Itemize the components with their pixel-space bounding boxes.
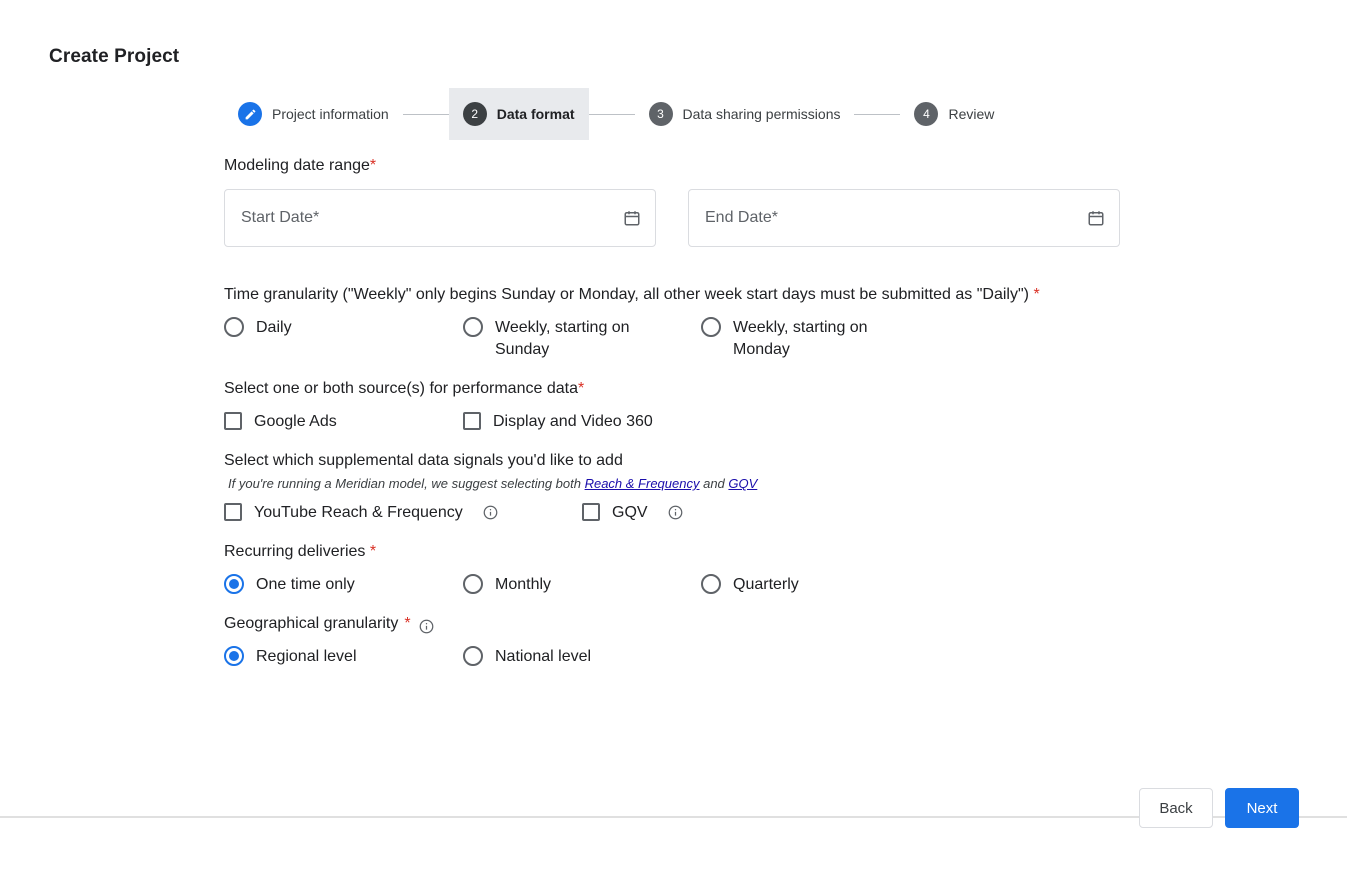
radio-icon-national-level[interactable] xyxy=(463,646,483,666)
time-granularity-label xyxy=(224,281,1124,308)
radio-icon-quarterly[interactable] xyxy=(701,574,721,594)
step-data-sharing-permissions[interactable] xyxy=(635,88,855,140)
time-granularity-option-sunday-wrap xyxy=(463,316,701,361)
step-connector-2 xyxy=(589,114,635,115)
checkbox-label-gqv: GQV xyxy=(612,504,648,522)
radio-option-one-time-only[interactable] xyxy=(224,573,463,596)
radio-label-regional-level: Regional level xyxy=(256,648,357,666)
geographical-granularity-section xyxy=(224,610,1294,668)
radio-option-regional-level[interactable] xyxy=(224,645,463,668)
checkbox-label-display-video-360: Display and Video 360 xyxy=(493,413,653,431)
geographical-granularity-text: Geographical granularity xyxy=(224,615,399,633)
radio-label-weekly-monday: Weekly, starting on Monday xyxy=(733,319,868,359)
geo-option-regional-wrap xyxy=(224,645,463,668)
modeling-date-range-label xyxy=(224,152,1294,179)
step-3-label: Data sharing permissions xyxy=(682,106,841,122)
end-date-input[interactable] xyxy=(688,189,1120,247)
radio-option-daily[interactable] xyxy=(224,316,463,339)
performance-sources-section xyxy=(224,375,1294,433)
performance-sources-required: * xyxy=(577,380,585,398)
footer-bar xyxy=(0,799,1347,869)
modeling-date-range-required: * xyxy=(369,157,377,174)
recurring-option-quarterly-wrap xyxy=(701,573,939,596)
radio-option-weekly-sunday[interactable] xyxy=(463,316,701,361)
time-granularity-section xyxy=(224,281,1294,361)
recurring-deliveries-required: * xyxy=(369,543,377,561)
recurring-deliveries-text: Recurring deliveries xyxy=(224,543,366,561)
geographical-granularity-options xyxy=(224,645,1294,668)
modeling-date-range-text: Modeling date range xyxy=(224,157,370,174)
time-granularity-required: * xyxy=(1033,286,1040,304)
checkbox-icon-display-video-360[interactable] xyxy=(463,412,481,430)
recurring-deliveries-options xyxy=(224,573,1294,596)
checkbox-label-google-ads: Google Ads xyxy=(254,413,337,431)
recurring-deliveries-label xyxy=(224,538,1124,565)
radio-label-monthly: Monthly xyxy=(495,576,552,594)
link-gqv[interactable]: GQV xyxy=(728,476,758,492)
radio-option-monthly[interactable] xyxy=(463,573,701,596)
radio-icon-weekly-sunday[interactable] xyxy=(463,317,483,337)
checkbox-option-gqv[interactable] xyxy=(582,501,683,524)
performance-option-dv360-wrap xyxy=(463,410,701,433)
supplemental-signals-label: Select which supplemental data signals you'd like to add xyxy=(224,452,623,470)
note-prefix: If you're running a Meridian model, we suggest selecting both xyxy=(228,476,585,492)
page-title: Create Project xyxy=(49,46,180,67)
checkbox-label-youtube-reach-frequency: YouTube Reach & Frequency xyxy=(254,504,463,522)
radio-label-weekly-sunday: Weekly, starting on Sunday xyxy=(495,319,630,359)
radio-label-daily: Daily xyxy=(256,319,292,337)
end-date-placeholder: End Date* xyxy=(705,209,778,227)
back-button[interactable]: Back xyxy=(1139,788,1213,828)
geo-option-national-wrap xyxy=(463,645,701,668)
supplemental-option-gqv-wrap xyxy=(582,501,683,524)
checkbox-option-youtube-reach-frequency[interactable] xyxy=(224,501,582,524)
info-icon-geographical-granularity[interactable] xyxy=(419,616,434,631)
footer-actions xyxy=(1139,788,1299,828)
step-connector-3 xyxy=(854,114,900,115)
geographical-granularity-required: * xyxy=(404,615,411,633)
step-2-number: 2 xyxy=(463,102,487,126)
supplemental-signals-options xyxy=(224,501,1294,524)
checkbox-icon-google-ads[interactable] xyxy=(224,412,242,430)
checkbox-option-google-ads[interactable] xyxy=(224,410,463,433)
recurring-deliveries-section xyxy=(224,538,1294,596)
radio-label-national-level: National level xyxy=(495,648,592,666)
radio-option-quarterly[interactable] xyxy=(701,573,939,596)
time-granularity-options xyxy=(224,316,1294,361)
step-1-label: Project information xyxy=(272,106,389,122)
step-2-label: Data format xyxy=(496,106,575,122)
checkbox-icon-gqv[interactable] xyxy=(582,503,600,521)
supplemental-option-yt-rf-wrap xyxy=(224,501,582,524)
calendar-icon-end[interactable] xyxy=(1087,209,1105,227)
step-4-label: Review xyxy=(948,106,995,122)
step-3-number: 3 xyxy=(649,102,673,126)
time-granularity-text: Time granularity ("Weekly" only begins Sunday or Monday, all other week start days must be submitted as "Daily") xyxy=(224,286,1029,304)
radio-option-national-level[interactable] xyxy=(463,645,701,668)
step-review[interactable] xyxy=(900,88,1008,140)
radio-option-weekly-monday[interactable] xyxy=(701,316,939,361)
radio-label-one-time-only: One time only xyxy=(256,576,355,594)
link-reach-frequency[interactable]: Reach & Frequency xyxy=(584,476,700,492)
checkbox-icon-youtube-reach-frequency[interactable] xyxy=(224,503,242,521)
performance-option-google-ads-wrap xyxy=(224,410,463,433)
performance-sources-options xyxy=(224,410,1294,433)
time-granularity-option-monday-wrap xyxy=(701,316,939,361)
data-format-form xyxy=(224,152,1294,682)
recurring-option-monthly-wrap xyxy=(463,573,701,596)
radio-icon-regional-level[interactable] xyxy=(224,646,244,666)
calendar-icon[interactable] xyxy=(623,209,641,227)
supplemental-signals-section xyxy=(224,447,1294,524)
info-icon-gqv[interactable] xyxy=(668,505,683,520)
date-range-row xyxy=(224,189,1294,247)
step-1-check-icon xyxy=(238,102,262,126)
note-middle: and xyxy=(699,476,729,492)
step-connector-1 xyxy=(403,114,449,115)
time-granularity-option-daily-wrap xyxy=(224,316,463,339)
recurring-option-one-time-wrap xyxy=(224,573,463,596)
step-data-format[interactable] xyxy=(449,88,589,140)
wizard-stepper xyxy=(224,88,1008,140)
step-project-information[interactable] xyxy=(224,88,403,140)
radio-icon-one-time-only[interactable] xyxy=(224,574,244,594)
radio-icon-weekly-monday[interactable] xyxy=(701,317,721,337)
checkbox-option-display-video-360[interactable] xyxy=(463,410,701,433)
info-icon-youtube-reach-frequency[interactable] xyxy=(483,505,498,520)
start-date-input[interactable] xyxy=(224,189,656,247)
radio-icon-monthly[interactable] xyxy=(463,574,483,594)
next-button[interactable]: Next xyxy=(1225,788,1299,828)
step-4-number: 4 xyxy=(914,102,938,126)
radio-label-quarterly: Quarterly xyxy=(733,576,799,594)
start-date-placeholder: Start Date* xyxy=(241,209,320,227)
radio-icon-daily[interactable] xyxy=(224,317,244,337)
geographical-granularity-label xyxy=(224,610,1124,637)
supplemental-signals-note xyxy=(228,476,1294,491)
performance-sources-label xyxy=(224,375,1124,402)
performance-sources-text: Select one or both source(s) for performance data xyxy=(224,380,578,398)
